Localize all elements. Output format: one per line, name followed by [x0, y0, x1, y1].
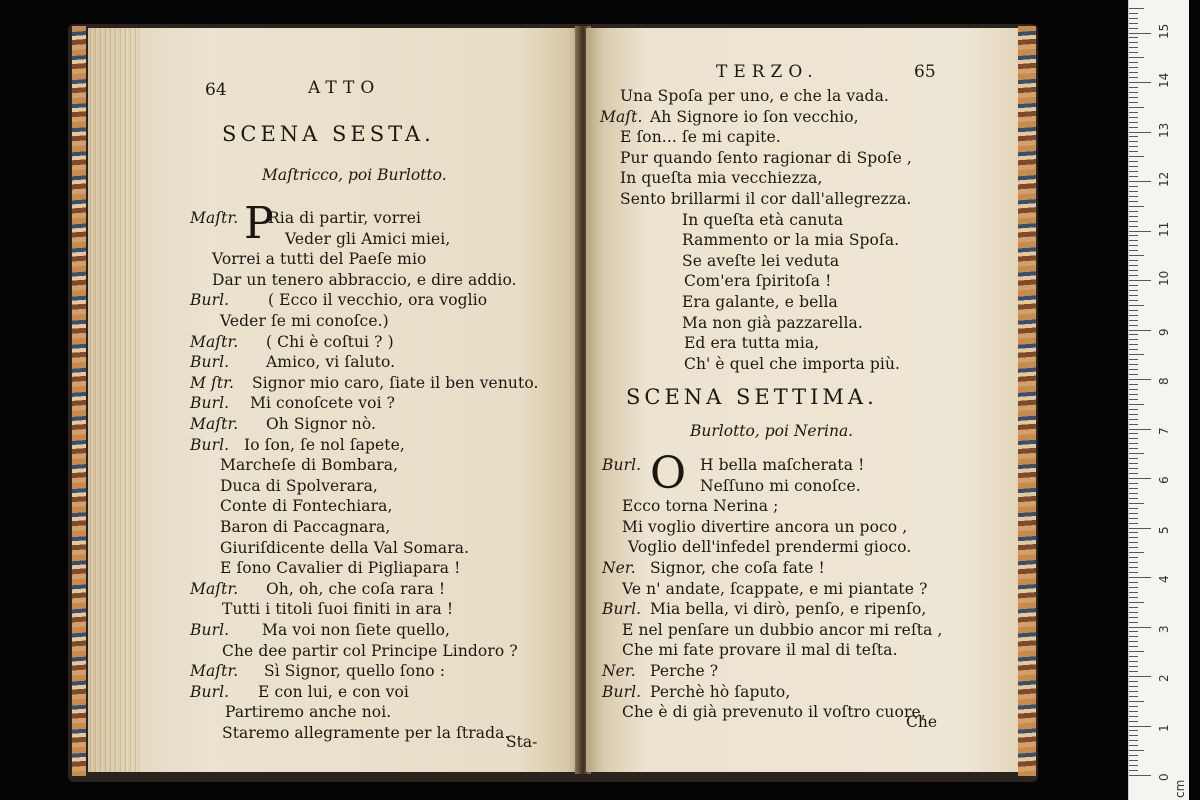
ruler-tick	[1129, 726, 1151, 727]
ruler-tick	[1129, 453, 1144, 454]
ruler-tick	[1129, 146, 1138, 147]
ruler-tick	[1129, 592, 1138, 593]
verse-text: Perche ?	[650, 662, 719, 680]
speaker-label: Maſt.	[600, 107, 643, 126]
ruler-tick	[1129, 706, 1138, 707]
ruler-tick	[1129, 493, 1138, 494]
ruler-number: 2	[1157, 674, 1171, 682]
ruler-tick	[1129, 641, 1138, 642]
verse-text: E ſono Cavalier di Pigliapara !	[220, 559, 461, 578]
ruler-tick	[1129, 141, 1138, 142]
ruler-tick	[1129, 532, 1138, 533]
speaker-label: M ſtr.	[190, 373, 234, 392]
verse-text: Mi voglio divertire ancora un poco ,	[622, 517, 908, 536]
ruler-tick	[1129, 186, 1138, 187]
ruler-number: 9	[1157, 327, 1171, 336]
ruler-unit: cm	[1173, 779, 1187, 798]
verse-text: Rammento or la mia Spoſa.	[682, 231, 900, 250]
ruler-tick	[1129, 701, 1144, 702]
ruler-tick	[1129, 270, 1138, 271]
ruler-tick	[1129, 681, 1138, 682]
ruler-tick	[1129, 552, 1144, 553]
ruler-tick	[1129, 275, 1138, 276]
marbled-edge-left	[72, 26, 86, 776]
ruler-tick	[1129, 196, 1138, 197]
ruler-tick	[1129, 721, 1138, 722]
verse-text: E con lui, e con voi	[258, 682, 409, 701]
verse-text: Oh, oh, che coſa rara !	[266, 579, 446, 598]
ruler-tick	[1129, 295, 1138, 296]
verse-text: Ve n' andate, ſcappate, e mi piantate ?	[622, 579, 928, 598]
verse-text: Veder gli Amici miei,	[285, 229, 451, 248]
speaker-label: Burl.	[602, 456, 642, 474]
ruler-tick	[1129, 315, 1138, 316]
ruler-tick	[1129, 740, 1138, 741]
ruler-tick	[1129, 117, 1138, 118]
ruler-tick	[1129, 82, 1151, 83]
verse-text: Era galante, e bella	[682, 293, 838, 311]
ruler-tick	[1129, 404, 1144, 405]
right-page-number: 65	[914, 62, 936, 82]
speaker-label: Maſtr.	[190, 332, 239, 351]
ruler-tick	[1129, 339, 1138, 340]
ruler-tick	[1129, 33, 1151, 34]
ruler-tick	[1129, 562, 1138, 563]
ruler-tick	[1129, 730, 1138, 731]
ruler-tick	[1129, 77, 1138, 78]
ruler-number: 8	[1157, 377, 1171, 385]
speaker-label: Burl.	[190, 394, 230, 413]
ruler-tick	[1129, 676, 1151, 677]
ruler-tick	[1129, 107, 1144, 108]
verse-text: Vorrei a tutti del Paeſe mio	[212, 250, 427, 269]
verse-text: Se aveſte lei veduta	[682, 251, 840, 270]
verse-text: Mia bella, vi dirò, penſo, e ripenſo,	[650, 600, 927, 619]
ruler-tick	[1129, 344, 1138, 345]
ruler-tick	[1129, 582, 1138, 583]
ruler-tick	[1129, 429, 1151, 430]
verse-text: ( Ecco il vecchio, ora voglio	[268, 291, 488, 310]
ruler-tick	[1129, 354, 1144, 355]
ruler-tick	[1129, 468, 1138, 469]
ruler-number: 7	[1157, 426, 1171, 435]
ruler-tick	[1129, 245, 1138, 246]
ruler-tick	[1129, 424, 1138, 425]
verse-text: Sì Signor, quello ſono :	[264, 662, 446, 681]
speaker-label: Maſtr.	[190, 415, 239, 433]
ruler-tick	[1129, 226, 1138, 227]
ruler-tick	[1129, 240, 1138, 241]
speaker-label: Maſtr.	[190, 662, 239, 681]
ruler-tick	[1129, 280, 1151, 281]
ruler-tick	[1129, 359, 1138, 360]
ruler-tick	[1129, 265, 1138, 266]
ruler-tick	[1129, 770, 1138, 771]
ruler-tick	[1129, 176, 1138, 177]
ruler-tick	[1129, 448, 1138, 449]
verse-text: Partiremo anche noi.	[225, 703, 392, 722]
ruler-tick	[1129, 503, 1144, 504]
speaker-label: Maſtr.	[190, 579, 239, 598]
verse-text: Pur quando ſento ragionar di Spoſe ,	[620, 148, 912, 167]
ruler-tick	[1129, 8, 1144, 9]
verse-text: In queſta mia vecchiezza,	[620, 169, 823, 188]
speaker-label: Burl.	[190, 435, 230, 454]
verse-text: Duca di Spolverara,	[220, 476, 378, 495]
ruler-number: 12	[1157, 171, 1171, 187]
verse-text: Ma voi non ſiete quello,	[262, 621, 451, 639]
ruler-tick	[1129, 171, 1138, 172]
ruler-tick	[1129, 646, 1138, 647]
ruler-tick	[1129, 572, 1138, 573]
ruler-tick	[1129, 711, 1138, 712]
ruler-number: 0	[1157, 773, 1171, 781]
ruler-tick	[1129, 18, 1138, 19]
speaker-label: Burl.	[190, 682, 230, 701]
ruler-tick	[1129, 181, 1151, 182]
ruler-tick	[1129, 97, 1138, 98]
ruler-tick	[1129, 597, 1138, 598]
ruler-tick	[1129, 384, 1138, 385]
verse-text: Signor, che coſa fate !	[650, 559, 825, 577]
ruler-tick	[1129, 394, 1138, 395]
verse-text: Oh Signor nò.	[266, 415, 377, 433]
ruler-tick	[1129, 320, 1138, 321]
ruler-tick	[1129, 399, 1138, 400]
verse-text: Sento brillarmi il cor dall'allegrezza.	[620, 190, 912, 208]
ruler-number: 3	[1157, 624, 1171, 633]
ruler-tick	[1129, 542, 1138, 543]
ruler-number: 6	[1157, 476, 1171, 484]
ruler-tick	[1129, 305, 1144, 306]
ruler-tick	[1129, 334, 1138, 335]
ruler-tick	[1129, 483, 1138, 484]
verse-text: Tutti i titoli ſuoi finiti in ara !	[222, 600, 454, 619]
verse-text: Che è di già prevenuto il voſtro cuore,	[622, 703, 926, 722]
ruler-tick	[1129, 661, 1138, 662]
speaker-label: Ner.	[602, 559, 636, 577]
ruler-tick	[1129, 211, 1138, 212]
ruler-tick	[1129, 607, 1138, 608]
ruler-tick	[1129, 745, 1138, 746]
ruler-tick	[1129, 686, 1138, 687]
ruler-tick	[1129, 636, 1138, 637]
ruler-tick	[1129, 201, 1138, 202]
ruler-tick	[1129, 656, 1138, 657]
speaker-label: Burl.	[190, 621, 230, 639]
verse-text: In queſta età canuta	[682, 210, 844, 229]
ruler-tick	[1129, 166, 1138, 167]
ruler-tick	[1129, 696, 1138, 697]
verse-text: Marcheſe di Bombara,	[220, 456, 399, 475]
ruler-tick	[1129, 161, 1138, 162]
ruler-tick	[1129, 631, 1138, 632]
ruler-tick	[1129, 235, 1138, 236]
ruler-tick	[1129, 528, 1151, 529]
ruler-tick	[1129, 775, 1151, 776]
ruler-tick	[1129, 577, 1151, 578]
ruler-tick	[1129, 330, 1151, 331]
ruler-tick	[1129, 92, 1138, 93]
ruler-tick	[1129, 651, 1144, 652]
verse-text: Voglio dell'infedel prendermi gioco.	[628, 538, 912, 557]
verse-text: Staremo allegramente per la ſtrada.	[222, 724, 510, 742]
verse-text: Giuriſdicente della Val Somara.	[220, 538, 470, 557]
ruler-tick	[1129, 102, 1138, 103]
speaker-label: Ner.	[602, 662, 636, 680]
ruler-tick	[1129, 617, 1138, 618]
verse-text: E nel penſare un dubbio ancor mi reſta ,	[622, 620, 943, 639]
verse-text: Una Spoſa per uno, e che la vada.	[620, 87, 889, 105]
verse-text: Conte di Fontechiara,	[220, 497, 393, 516]
verse-text: Baron di Paccagnara,	[220, 518, 391, 536]
ruler-tick	[1129, 414, 1138, 415]
ruler-tick	[1129, 602, 1144, 603]
ruler-tick	[1129, 221, 1138, 222]
ruler-tick	[1129, 28, 1138, 29]
ruler-tick	[1129, 47, 1138, 48]
verse-text: Ed era tutta mia,	[684, 334, 820, 353]
ruler-tick	[1129, 250, 1138, 251]
ruler-tick	[1129, 567, 1138, 568]
right-catchword: Che	[906, 713, 938, 731]
ruler-tick	[1129, 622, 1138, 623]
verse-text: Neſſuno mi conoſce.	[700, 476, 861, 495]
ruler-tick	[1129, 290, 1138, 291]
ruler-tick	[1129, 260, 1138, 261]
ruler-tick	[1129, 458, 1138, 459]
ruler-tick	[1129, 127, 1138, 128]
ruler-tick	[1129, 473, 1138, 474]
ruler-tick	[1129, 498, 1138, 499]
ruler-tick	[1129, 379, 1151, 380]
verse-text: Amico, vi ſaluto.	[266, 353, 396, 372]
verse-text: ( Chi è coſtui ? )	[266, 332, 394, 351]
verse-text: Mi conoſcete voi ?	[250, 394, 396, 413]
left-page-number: 64	[205, 80, 227, 100]
ruler-tick	[1129, 443, 1138, 444]
left-scene-characters: Maſtricco, poi Burlotto.	[262, 166, 447, 184]
ruler-tick	[1129, 364, 1138, 365]
ruler-tick	[1129, 518, 1138, 519]
verse-text: Ah Signore io ſon vecchio,	[650, 107, 859, 126]
right-running-head: TERZO.	[716, 62, 819, 82]
ruler-tick	[1129, 57, 1144, 58]
ruler-tick	[1129, 67, 1138, 68]
ruler-number: 14	[1157, 72, 1171, 88]
ruler-tick	[1129, 735, 1138, 736]
ruler-tick	[1129, 87, 1138, 88]
ruler-tick	[1129, 310, 1138, 311]
right-scene-characters: Burlotto, poi Nerina.	[690, 422, 854, 440]
ruler-tick	[1129, 151, 1138, 152]
ruler-tick	[1129, 231, 1151, 232]
ruler-tick	[1129, 255, 1144, 256]
ruler-tick	[1129, 206, 1144, 207]
ruler-tick	[1129, 547, 1138, 548]
ruler-tick	[1129, 755, 1138, 756]
verse-text: Che dee partir col Principe Lindoro ?	[222, 641, 518, 660]
ruler-tick	[1129, 191, 1138, 192]
verse-text: Ma non già pazzarella.	[682, 313, 863, 332]
ruler-tick	[1129, 671, 1138, 672]
ruler-tick	[1129, 666, 1138, 667]
verse-text: E ſon... ſe mi capite.	[620, 128, 781, 147]
ruler-number: 13	[1157, 122, 1171, 138]
ruler-tick	[1129, 765, 1138, 766]
ruler-tick	[1129, 216, 1138, 217]
ruler-tick	[1129, 537, 1138, 538]
ruler-tick	[1129, 419, 1138, 420]
verse-text: H bella maſcherata !	[700, 456, 865, 474]
ruler-number: 5	[1157, 525, 1171, 534]
ruler-number: 1	[1157, 723, 1171, 732]
marbled-edge-right	[1018, 26, 1036, 776]
ruler-number: 10	[1157, 270, 1171, 286]
ruler-tick	[1129, 716, 1138, 717]
ruler-tick	[1129, 52, 1138, 53]
verse-text: Io ſon, ſe nol ſapete,	[244, 435, 405, 454]
left-scene-title: SCENA SESTA.	[222, 122, 435, 146]
ruler-number: 4	[1157, 575, 1171, 583]
ruler-tick	[1129, 112, 1138, 113]
ruler-tick	[1129, 156, 1144, 157]
verse-text: Signor mio caro, ſiate il ben venuto.	[252, 373, 539, 392]
ruler-tick	[1129, 374, 1138, 375]
ruler-number: 11	[1157, 221, 1171, 237]
ruler-tick	[1129, 478, 1151, 479]
ruler-tick	[1129, 488, 1138, 489]
ruler-tick	[1129, 463, 1138, 464]
ruler-tick	[1129, 691, 1138, 692]
ruler-tick	[1129, 325, 1138, 326]
ruler-tick	[1129, 23, 1138, 24]
ruler-tick	[1129, 523, 1138, 524]
ruler-tick	[1129, 136, 1138, 137]
ruler-tick	[1129, 389, 1138, 390]
left-dropcap: P	[244, 198, 274, 249]
ruler-tick	[1129, 409, 1138, 410]
ruler-tick	[1129, 37, 1138, 38]
verse-text: Che mi fate provare il mal di teſta.	[622, 641, 898, 660]
ruler-tick	[1129, 438, 1138, 439]
ruler-tick	[1129, 13, 1138, 14]
verse-text: Veder ſe mi conoſce.)	[220, 312, 389, 330]
ruler-tick	[1129, 349, 1138, 350]
ruler-tick	[1129, 369, 1138, 370]
speaker-label: Maſtr.	[190, 209, 239, 227]
ruler-tick	[1129, 132, 1151, 133]
ruler-tick	[1129, 433, 1138, 434]
measuring-ruler	[1128, 0, 1189, 800]
left-running-head: ATTO	[308, 78, 381, 98]
ruler-tick	[1129, 587, 1138, 588]
ruler-tick	[1129, 557, 1138, 558]
left-catchword: Sta-	[506, 733, 538, 751]
ruler-tick	[1129, 285, 1138, 286]
verse-text: Perchè hò ſaputo,	[650, 682, 791, 701]
right-dropcap: O	[650, 448, 687, 499]
ruler-tick	[1129, 508, 1138, 509]
ruler-tick	[1129, 627, 1151, 628]
verse-text: Ecco torna Nerina ;	[622, 497, 779, 516]
ruler-tick	[1129, 750, 1144, 751]
verse-text: Dar un tenero abbraccio, e dire addio.	[212, 270, 517, 289]
ruler-number: 15	[1157, 23, 1171, 39]
verse-text: Com'era ſpiritoſa !	[684, 272, 832, 291]
ruler-tick	[1129, 42, 1138, 43]
ruler-tick	[1129, 760, 1138, 761]
ruler-tick	[1129, 122, 1138, 123]
ruler-tick	[1129, 300, 1138, 301]
ruler-tick	[1129, 72, 1138, 73]
speaker-label: Burl.	[602, 682, 642, 701]
verse-text: Ria di partir, vorrei	[268, 209, 422, 227]
page-edges	[88, 28, 140, 772]
right-scene-title: SCENA SETTIMA.	[626, 385, 878, 409]
speaker-label: Burl.	[190, 291, 230, 310]
ruler-tick	[1129, 513, 1138, 514]
ruler-tick	[1129, 62, 1138, 63]
ruler-tick	[1129, 612, 1138, 613]
speaker-label: Burl.	[190, 353, 230, 372]
speaker-label: Burl.	[602, 600, 642, 619]
verse-text: Ch' è quel che importa più.	[684, 354, 901, 373]
